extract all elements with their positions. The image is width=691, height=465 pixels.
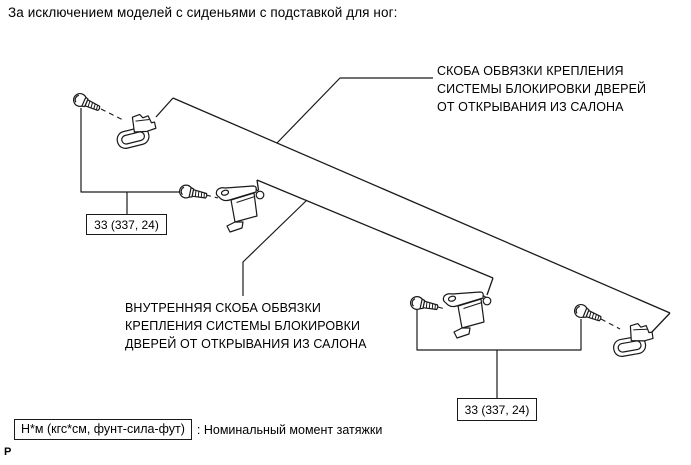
outer-bracket-label-line: ОТ ОТКРЫВАНИЯ ИЗ САЛОНА [437,100,624,114]
leader-outer-bracket-label [277,78,433,143]
bolt-icon [409,295,439,313]
bolt-icon [573,303,603,325]
frame-lower-edge [257,180,493,278]
torque-legend-description: : Номинальный момент затяжки [196,422,383,437]
leader-torque-right [417,310,581,350]
inner-bracket-icon [216,186,263,232]
inner-bracket-label-line: ДВЕРЕЙ ОТ ОТКРЫВАНИЯ ИЗ САЛОНА [125,337,367,351]
inner-bracket-label [125,299,367,353]
frame-lower-right-end [487,278,493,295]
frame-top-left-end [156,98,173,117]
torque-legend [14,419,382,440]
page-marker: P [4,446,12,458]
bolt-axis-1 [101,109,123,120]
torque-unit-box: Н*м (кгс*см, фунт-сила-фут) [14,419,192,440]
inner-bracket-label-line: ВНУТРЕННЯЯ СКОБА ОБВЯЗКИ [125,301,321,315]
outer-bracket-label-line: СИСТЕМЫ БЛОКИРОВКИ ДВЕРЕЙ [437,82,647,96]
inner-bracket-icon [443,292,490,338]
bolt-icon [178,184,208,202]
frame-lower-left-end [257,180,259,190]
bolt-icon [72,92,103,115]
inner-bracket-label-line: КРЕПЛЕНИЯ СИСТЕМЫ БЛОКИРОВКИ [125,319,361,333]
frame-right-end-cap [651,313,670,333]
outer-bracket-icon [610,320,656,364]
torque-spec-box: 33 (337, 24) [86,214,167,235]
page-header-note: За исключением моделей с сиденьями с подставкой для ног: [8,5,398,20]
torque-spec-box: 33 (337, 24) [457,398,537,421]
bolt-axis-4 [601,319,620,329]
bolt-axis-2 [206,195,218,198]
outer-bracket-label [437,62,646,116]
outer-bracket-label-line: СКОБА ОБВЯЗКИ КРЕПЛЕНИЯ [437,64,624,78]
leader-torque-left [81,108,180,192]
bolt-axis-3 [438,307,445,309]
